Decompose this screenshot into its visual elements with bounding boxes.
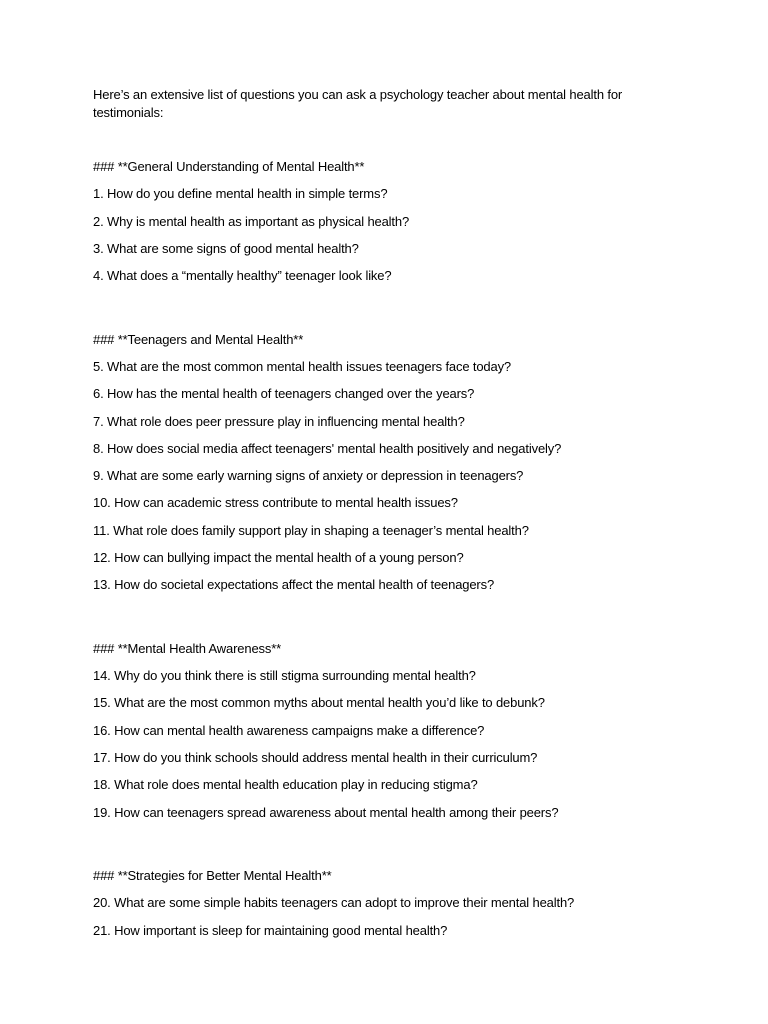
question-item: 21. How important is sleep for maintaining good mental health? xyxy=(93,922,448,938)
sections-container xyxy=(93,122,673,949)
question-item: 7. What role does peer pressure play in influencing mental health? xyxy=(93,413,465,429)
question-item: 2. Why is mental health as important as physical health? xyxy=(93,213,410,229)
section xyxy=(93,831,673,949)
question-item: 20. What are some simple habits teenagers can adopt to improve their mental health? xyxy=(93,895,575,911)
section xyxy=(93,295,673,604)
section-heading: ### **Teenagers and Mental Health** xyxy=(93,331,304,347)
question-item: 19. How can teenagers spread awareness about mental health among their peers? xyxy=(93,804,559,820)
question-item: 4. What does a “mentally healthy” teenager look like? xyxy=(93,268,392,284)
question-item: 5. What are the most common mental health issues teenagers face today? xyxy=(93,358,512,374)
question-item: 6. How has the mental health of teenagers changed over the years? xyxy=(93,386,475,402)
question-item: 1. How do you define mental health in simple terms? xyxy=(93,186,388,202)
question-item: 12. How can bullying impact the mental health of a young person? xyxy=(93,550,464,566)
section-heading: ### **Strategies for Better Mental Health** xyxy=(93,867,332,883)
question-item: 3. What are some signs of good mental health? xyxy=(93,240,359,256)
question-item: 8. How does social media affect teenagers' mental health positively and negatively? xyxy=(93,440,562,456)
question-item: 10. How can academic stress contribute to mental health issues? xyxy=(93,495,458,511)
question-item: 11. What role does family support play in shaping a teenager’s mental health? xyxy=(93,522,529,538)
question-item: 15. What are the most common myths about mental health you’d like to debunk? xyxy=(93,695,545,711)
question-item: 13. How do societal expectations affect the mental health of teenagers? xyxy=(93,577,495,593)
intro-paragraph: Here’s an extensive list of questions you can ask a psychology teacher about mental health for testimonials: xyxy=(93,87,623,120)
question-item: 16. How can mental health awareness campaigns make a difference? xyxy=(93,722,485,738)
section xyxy=(93,604,673,831)
question-item: 9. What are some early warning signs of anxiety or depression in teenagers? xyxy=(93,468,524,484)
question-item: 18. What role does mental health education play in reducing stigma? xyxy=(93,777,478,793)
document-page xyxy=(93,86,673,949)
question-item: 17. How do you think schools should address mental health in their curriculum? xyxy=(93,749,538,765)
question-item: 14. Why do you think there is still stigma surrounding mental health? xyxy=(93,668,476,684)
section xyxy=(93,122,673,295)
section-heading: ### **Mental Health Awareness** xyxy=(93,640,282,656)
section-heading: ### **General Understanding of Mental Health** xyxy=(93,159,365,174)
